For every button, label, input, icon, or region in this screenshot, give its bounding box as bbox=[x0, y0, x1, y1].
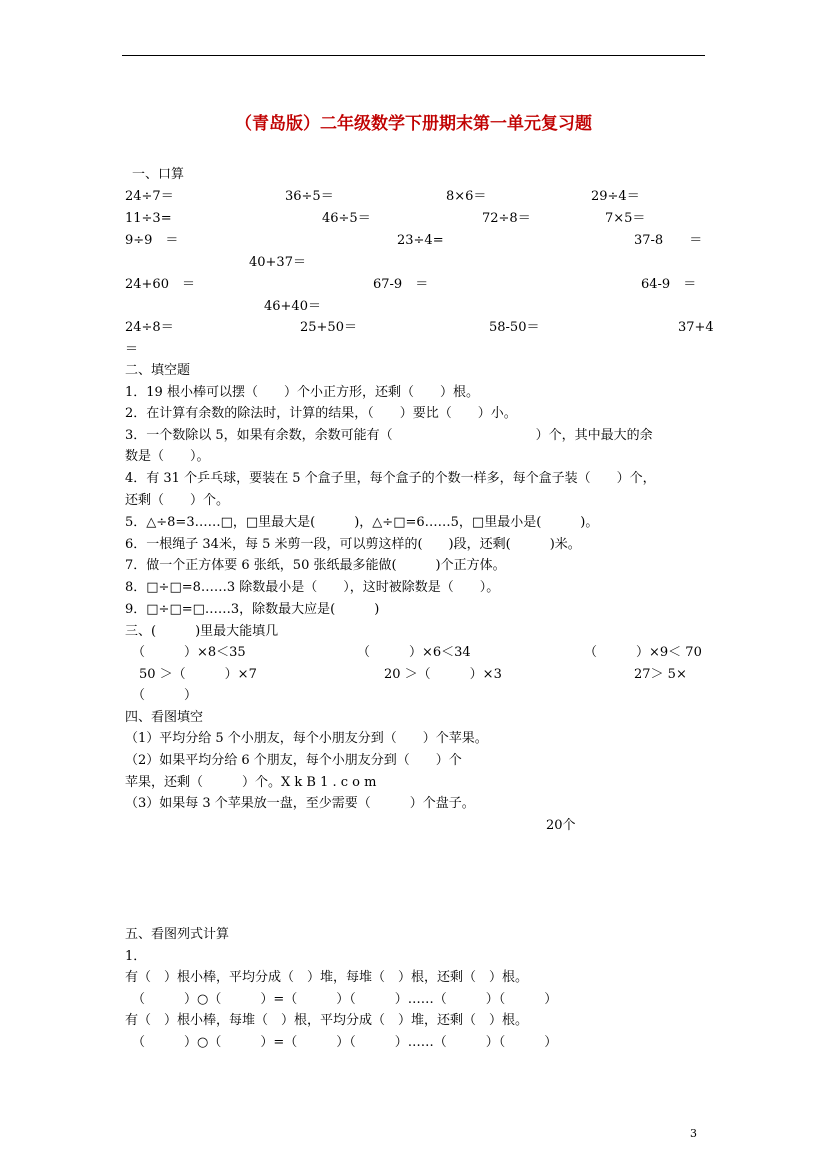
calc-item: 11÷3= bbox=[125, 211, 172, 226]
header-rule bbox=[122, 55, 705, 56]
calc-item: 46÷5＝ bbox=[322, 211, 371, 226]
ineq-item: （ ）×9＜ 70 bbox=[584, 645, 702, 660]
calc-item: 36÷5＝ bbox=[285, 189, 334, 204]
ineq-item: （ ）×8＜35 bbox=[132, 645, 246, 660]
calc-item: 7×5＝ bbox=[605, 211, 646, 226]
calc-item: 25+50＝ bbox=[300, 320, 357, 335]
fill-question: 数是（ ）。 bbox=[125, 449, 210, 464]
fill-question: 还剩（ ）个。 bbox=[125, 493, 230, 508]
picture-question: （2）如果平均分给 6 个朋友，每个小朋友分到（ ）个 bbox=[125, 753, 462, 768]
picture-question: （3）如果每 3 个苹果放一盘，至少需要（ ）个盘子。 bbox=[125, 796, 475, 811]
calc-item: 46+40＝ bbox=[264, 299, 321, 314]
calc-item: 24÷7＝ bbox=[125, 189, 174, 204]
calc-item: ＝ bbox=[125, 342, 139, 357]
picture-question: （1）平均分给 5 个小朋友，每个小朋友分到（ ）个苹果。 bbox=[125, 731, 488, 746]
ineq-item: （ ） bbox=[132, 688, 198, 703]
figure-caption: 20个 bbox=[546, 818, 576, 833]
calc-item: 8×6＝ bbox=[446, 189, 487, 204]
picture-calc-line: 有（ ）根小棒，每堆（ ）根，平均分成（ ）堆，还剩（ ）根。 bbox=[125, 1013, 529, 1028]
page-number: 3 bbox=[690, 1127, 697, 1140]
calc-item: 29÷4＝ bbox=[591, 189, 640, 204]
calc-item: 23÷4= bbox=[397, 233, 444, 248]
section-4-heading: 四、看图填空 bbox=[125, 710, 204, 725]
calc-item: 72÷8＝ bbox=[482, 211, 531, 226]
calc-item: 40+37＝ bbox=[249, 255, 306, 270]
calc-item: 64-9 ＝ bbox=[641, 277, 697, 292]
ineq-item: 50 ＞（ ）×7 bbox=[139, 667, 257, 682]
fill-question: 8．□÷□=8……3 除数最小是（ ），这时被除数是（ ）。 bbox=[125, 580, 500, 595]
ineq-item: 20 ＞（ ）×3 bbox=[384, 667, 502, 682]
fill-question: 3．一个数除以 5，如果有余数，余数可能有（ ）个，其中最大的余 bbox=[125, 428, 653, 443]
calc-item: 24÷8＝ bbox=[125, 320, 174, 335]
picture-calc-line: 有（ ）根小棒，平均分成（ ）堆，每堆（ ）根，还剩（ ）根。 bbox=[125, 970, 529, 985]
section-2-heading: 二、填空题 bbox=[125, 363, 191, 378]
calc-item: 37+4 bbox=[678, 320, 714, 335]
fill-question: 7．做一个正方体要 6 张纸，50 张纸最多能做( )个正方体。 bbox=[125, 558, 506, 573]
calc-item: 24+60 ＝ bbox=[125, 277, 195, 292]
calc-item: 67-9 ＝ bbox=[373, 277, 429, 292]
ineq-item: 27＞ 5× bbox=[634, 667, 687, 682]
picture-calc-line: （ ）○（ ）=（ ）（ ）……（ ）（ ） bbox=[132, 1035, 558, 1050]
section-1-heading: 一、口算 bbox=[132, 167, 185, 182]
calc-item: 58-50＝ bbox=[489, 320, 540, 335]
section-3-heading: 三、( )里最大能填几 bbox=[125, 624, 279, 639]
picture-calc-line: （ ）○（ ）=（ ）（ ）……（ ）（ ） bbox=[132, 992, 558, 1007]
fill-question: 9．□÷□=□……3，除数最大应是( ) bbox=[125, 602, 380, 617]
calc-item: 37-8 ＝ bbox=[634, 233, 703, 248]
page-title: （青岛版）二年级数学下册期末第一单元复习题 bbox=[235, 114, 592, 134]
fill-question: 6．一根绳子 34米，每 5 米剪一段，可以剪这样的( )段，还剩( )米。 bbox=[125, 537, 581, 552]
section-5-heading: 五、看图列式计算 bbox=[125, 927, 230, 942]
fill-question: 2．在计算有余数的除法时，计算的结果，（ ）要比（ ）小。 bbox=[125, 406, 517, 421]
calc-item: 9÷9 ＝ bbox=[125, 233, 179, 248]
ineq-item: （ ）×6＜34 bbox=[357, 645, 471, 660]
question-number: 1． bbox=[125, 949, 147, 964]
fill-question: 5．△÷8=3……□，□里最大是( )，△÷□=6……5，□里最小是( )。 bbox=[125, 515, 599, 530]
picture-question: 苹果，还剩（ ）个。X k B 1 . c o m bbox=[125, 775, 377, 790]
fill-question: 1．19 根小棒可以摆（ ）个小正方形，还剩（ ）根。 bbox=[125, 385, 479, 400]
fill-question: 4．有 31 个乒乓球，要装在 5 个盒子里，每个盒子的个数一样多，每个盒子装（ ）个， bbox=[125, 471, 656, 486]
